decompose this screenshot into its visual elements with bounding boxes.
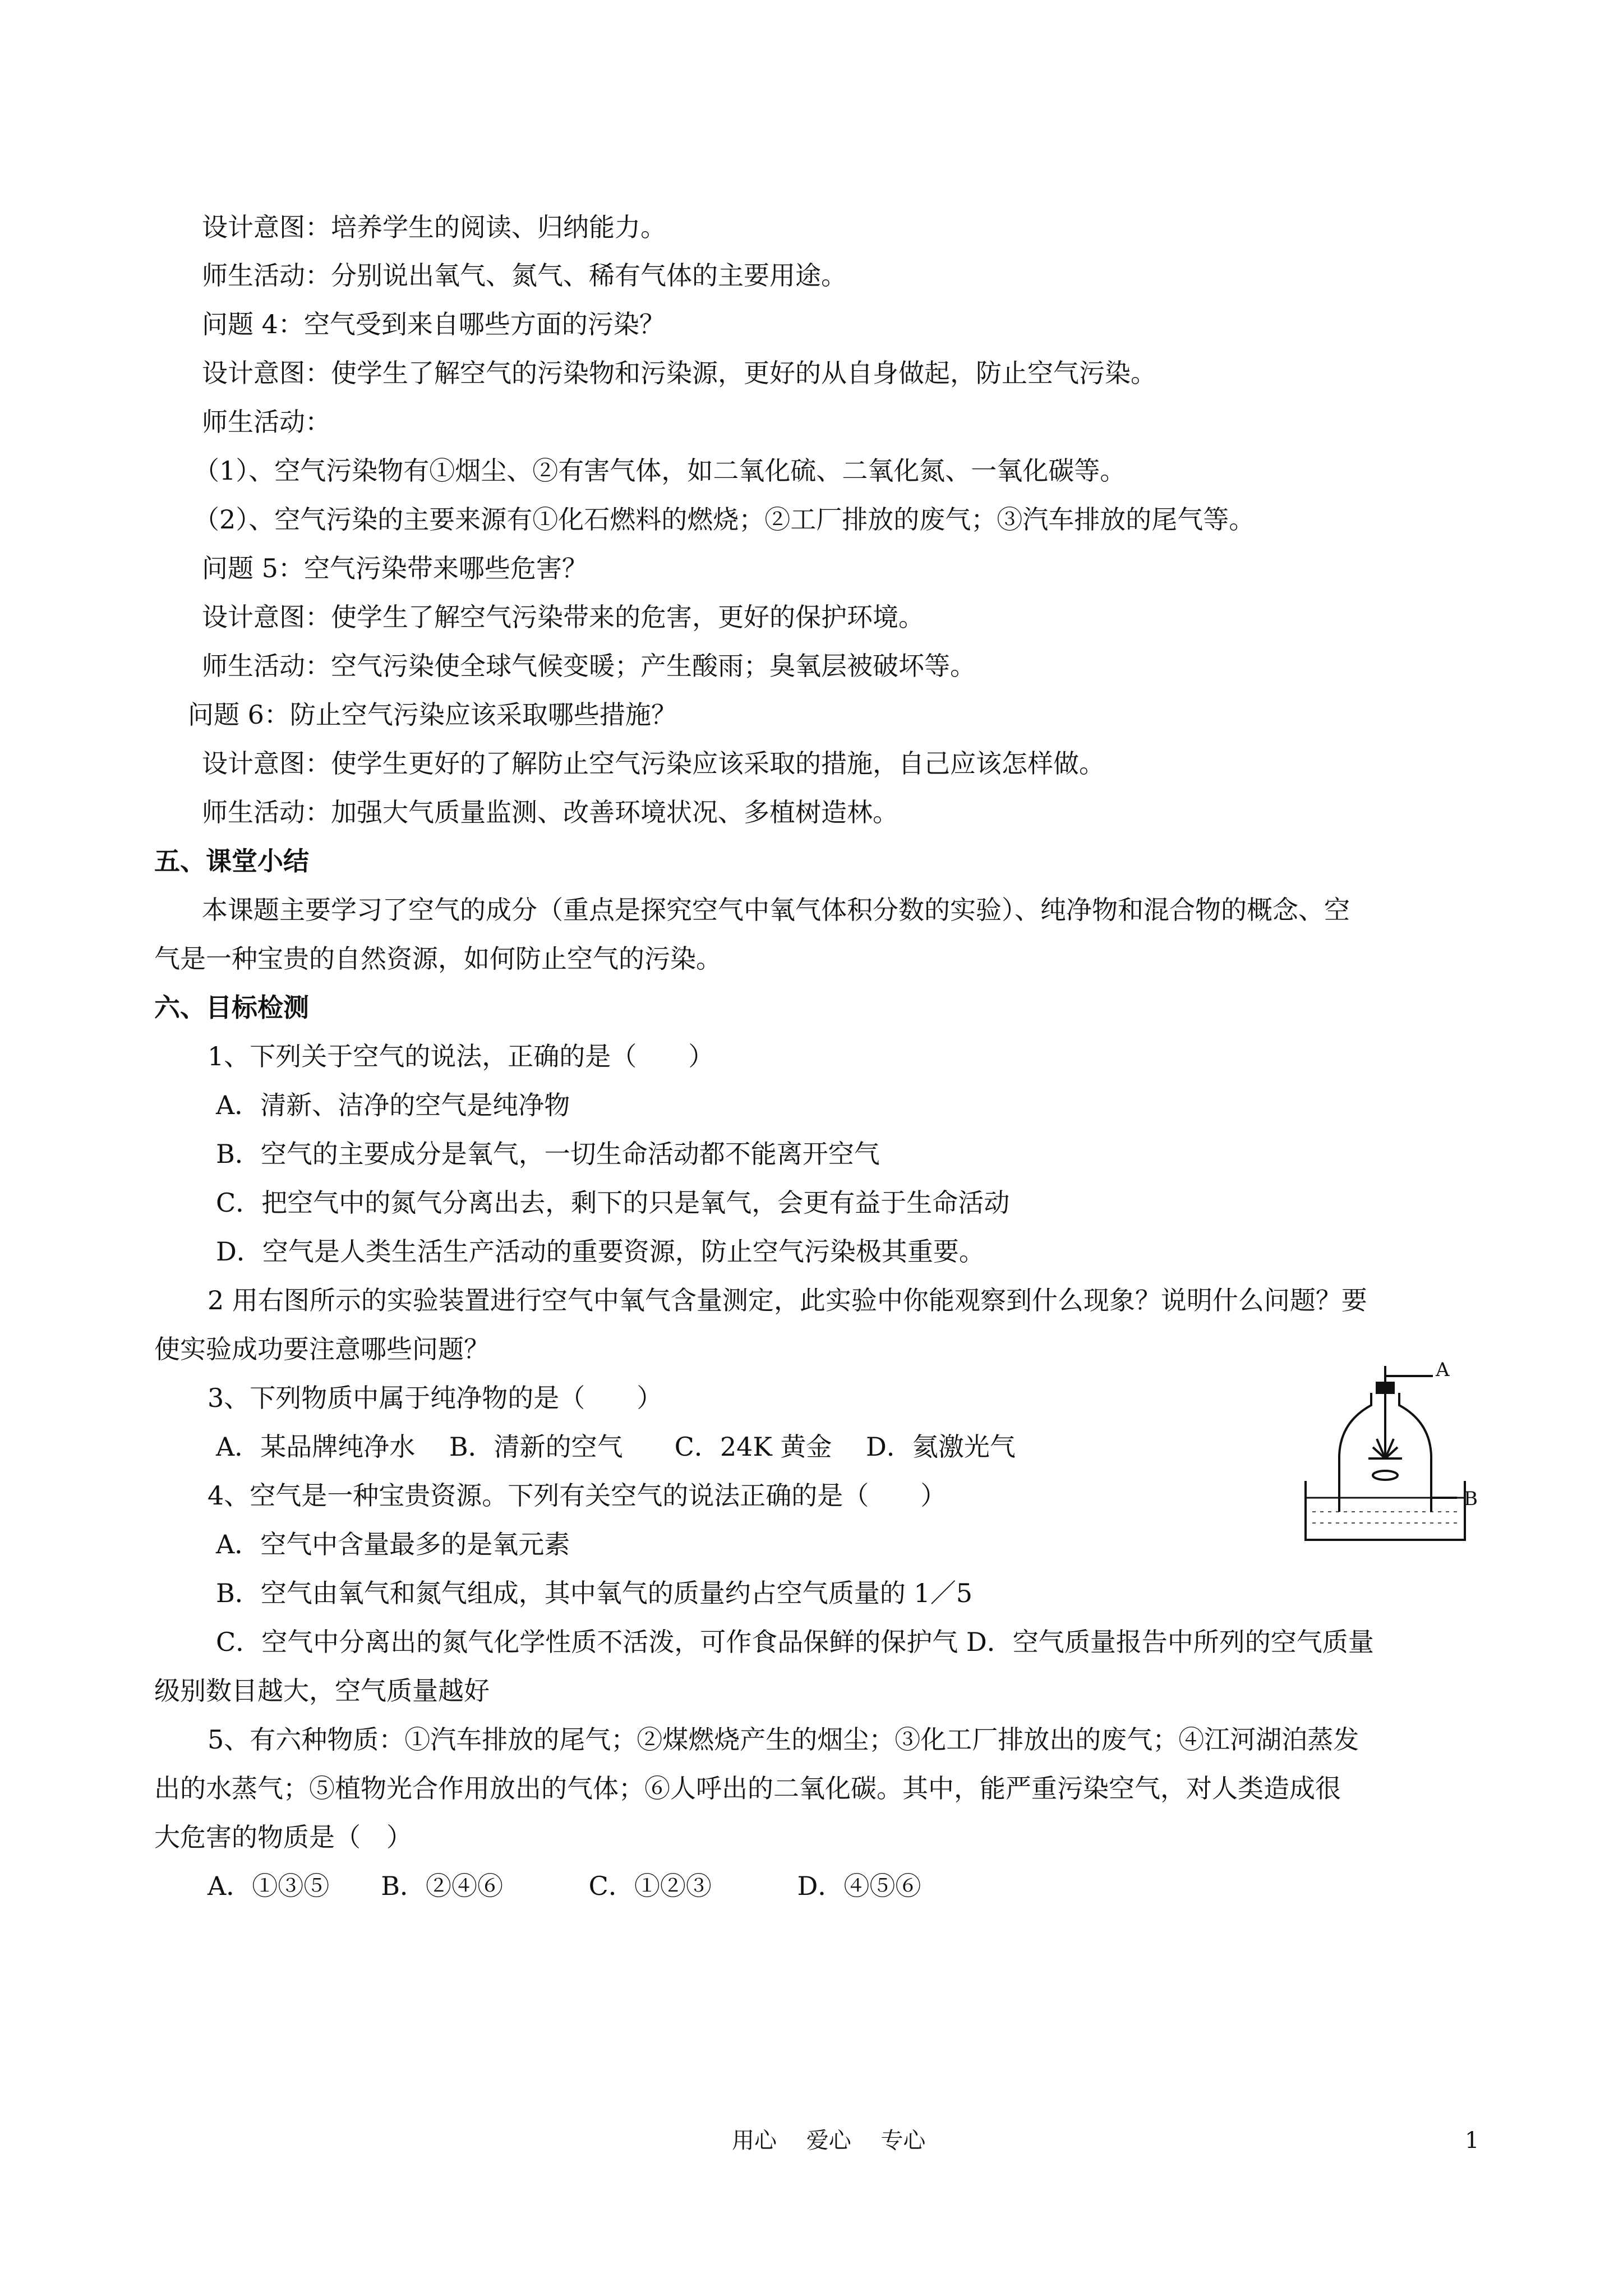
question-line: 3、下列物质中属于纯净物的是（ ） <box>208 1383 663 1413</box>
text-line: 气是一种宝贵的自然资源，如何防止空气的污染。 <box>154 944 722 974</box>
question-line: 出的水蒸气；⑤植物光合作用放出的气体；⑥人呼出的二氧化碳。其中，能严重污染空气，对人类造成很 <box>154 1773 1341 1803</box>
option-line: A．空气中含量最多的是氧元素 <box>216 1529 570 1559</box>
text-line: 问题 4：空气受到来自哪些方面的污染？ <box>202 309 665 339</box>
question-line: 2 用右图所示的实验装置进行空气中氧气含量测定，此实验中你能观察到什么现象？说明什么问题？要 <box>208 1285 1367 1315</box>
question-line: 使实验成功要注意哪些问题？ <box>154 1334 490 1364</box>
question-line: 1、下列关于空气的说法，正确的是（ ） <box>208 1041 714 1071</box>
text-line: 问题 5：空气污染带来哪些危害？ <box>202 553 588 583</box>
text-line: 设计意图：使学生了解空气的污染物和污染源，更好的从自身做起，防止空气污染。 <box>202 358 1156 388</box>
page-number: 1 <box>1465 2128 1479 2154</box>
text-line: 设计意图：培养学生的阅读、归纳能力。 <box>202 212 666 242</box>
option-line: C．把空气中的氮气分离出去，剩下的只是氧气，会更有益于生命活动 <box>216 1188 1010 1218</box>
option-line: A．清新、洁净的空气是纯净物 <box>216 1090 570 1120</box>
option-line: A．某品牌纯净水 B．清新的空气 C．24K 黄金 D．氦激光气 <box>216 1432 1016 1462</box>
text-line: 师生活动：加强大气质量监测、改善环境状况、多植树造林。 <box>202 797 898 827</box>
question-line: 4、空气是一种宝贵资源。下列有关空气的说法正确的是（ ） <box>208 1480 947 1511</box>
section-heading: 六、目标检测 <box>154 992 309 1023</box>
section-heading: 五、课堂小结 <box>154 846 309 876</box>
text-line: 设计意图：使学生了解空气污染带来的危害，更好的保护环境。 <box>202 602 924 632</box>
question-line: 大危害的物质是（ ） <box>154 1822 412 1852</box>
question-line: 5、有六种物质：①汽车排放的尾气；②煤燃烧产生的烟尘；③化工厂排放出的废气；④江河湖泊蒸发 <box>208 1724 1359 1755</box>
option-line: B．空气由氧气和氮气组成，其中氧气的质量约占空气质量的 1／5 <box>216 1578 972 1608</box>
figure-label-a: A <box>1436 1359 1450 1381</box>
text-line: 本课题主要学习了空气的成分（重点是探究空气中氧气体积分数的实验）、纯净物和混合物的概念、空 <box>202 895 1350 925</box>
text-line: 设计意图：使学生更好的了解防止空气污染应该采取的措施，自己应该怎样做。 <box>202 748 1105 779</box>
text-line: 师生活动：空气污染使全球气候变暖；产生酸雨；臭氧层被破坏等。 <box>202 651 976 681</box>
option-line: 级别数目越大，空气质量越好 <box>154 1676 490 1706</box>
text-line: 师生活动： <box>202 407 331 437</box>
option-line: D．空气是人类生活生产活动的重要资源，防止空气污染极其重要。 <box>216 1236 985 1267</box>
text-line: 问题 6：防止空气污染应该采取哪些措施？ <box>188 700 677 730</box>
text-line: 师生活动：分别说出氧气、氮气、稀有气体的主要用途。 <box>202 260 847 291</box>
figure-label-b: B <box>1464 1488 1478 1510</box>
option-line: A．①③⑤ B．②④⑥ C．①②③ D．④⑤⑥ <box>208 1871 921 1901</box>
text-line: （1）、空气污染物有①烟尘、②有害气体，如二氧化硫、二氧化氮、一氧化碳等。 <box>193 455 1126 486</box>
text-line: （2）、空气污染的主要来源有①化石燃料的燃烧；②工厂排放的废气；③汽车排放的尾气等。 <box>193 504 1255 535</box>
option-line: B．空气的主要成分是氧气，一切生命活动都不能离开空气 <box>216 1139 880 1169</box>
page-footer: 用心 爱心 专心 <box>732 2128 926 2154</box>
option-line: C．空气中分离出的氮气化学性质不活泼，可作食品保鲜的保护气 D．空气质量报告中所列的空气质量 <box>216 1627 1374 1657</box>
